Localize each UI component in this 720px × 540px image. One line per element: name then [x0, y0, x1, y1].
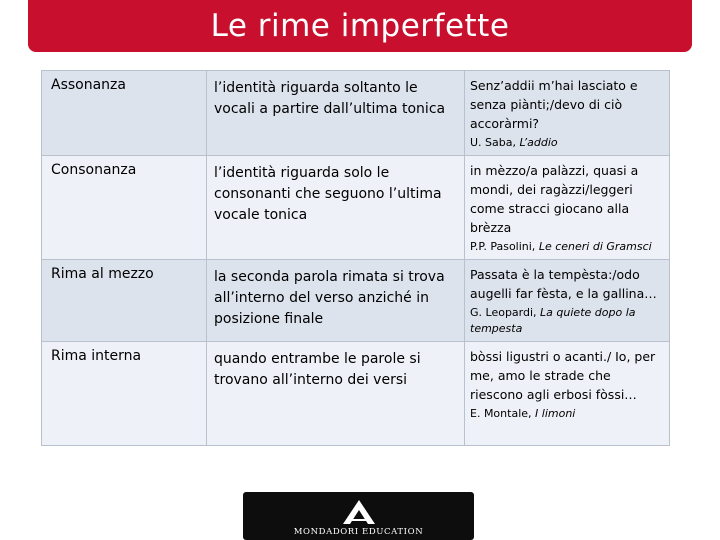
- example-text: in mèzzo/a palàzzi, quasi a mondi, dei ragàzzi/leggeri come stracci giocano alla brèzza: [470, 163, 639, 235]
- source-work: I limoni: [535, 407, 576, 420]
- source-work: Le ceneri di Gramsci: [538, 240, 652, 253]
- definition-text: l’identità riguarda solo le consonanti che seguono l’ultima vocale tonica: [214, 165, 442, 223]
- definition-text: la seconda parola rimata si trova all’interno del verso anziché in posizione finale: [214, 269, 445, 327]
- term-cell: [42, 156, 207, 260]
- definition-text: l’identità riguarda soltanto le vocali a partire dall’ultima tonica: [214, 80, 446, 117]
- definition-text: quando entrambe le parole si trovano all’interno dei versi: [214, 351, 421, 388]
- title-bar: [28, 0, 692, 52]
- term-label: Rima al mezzo: [51, 266, 154, 282]
- source-work: L’addio: [519, 136, 558, 149]
- example-source: [465, 303, 669, 341]
- example-cell: [465, 71, 670, 156]
- definition-cell: [207, 342, 465, 446]
- source-author: G. Leopardi,: [470, 306, 541, 319]
- mondadori-rose-icon: [341, 499, 377, 525]
- table-row: [42, 156, 670, 260]
- term-cell: [42, 71, 207, 156]
- term-cell: [42, 342, 207, 446]
- source-author: P.P. Pasolini,: [470, 240, 539, 253]
- term-label: Rima interna: [51, 348, 142, 364]
- example-cell: [465, 156, 670, 260]
- term-label: Assonanza: [51, 77, 126, 93]
- term-label: Consonanza: [51, 162, 137, 178]
- source-author: U. Saba,: [470, 136, 520, 149]
- example-text: bòssi ligustri o acanti./ Io, per me, amo le strade che riescono agli erbosi fòssi…: [470, 349, 656, 402]
- table-row: [42, 260, 670, 342]
- example-source: [465, 133, 669, 155]
- definition-cell: [207, 260, 465, 342]
- example-source: [465, 404, 669, 426]
- example-text: Passata è la tempèsta:/odo augelli far fèsta, e la gallina…: [470, 267, 657, 301]
- term-cell: [42, 260, 207, 342]
- table-row: [42, 342, 670, 446]
- mondadori-logo: [243, 492, 474, 540]
- definition-cell: [207, 156, 465, 260]
- definition-cell: [207, 71, 465, 156]
- example-cell: [465, 260, 670, 342]
- source-work: La quiete dopo la tempesta: [470, 306, 636, 335]
- table-row: [42, 71, 670, 156]
- example-source: [465, 237, 669, 259]
- rime-table: [41, 70, 670, 446]
- slide-title: Le rime imperfette: [210, 8, 510, 44]
- example-text: Senz’addii m’hai lasciato e senza piànti;/devo di ciò accoràrmi?: [470, 78, 638, 131]
- logo-text: MONDADORI EDUCATION: [293, 527, 424, 537]
- example-cell: [465, 342, 670, 446]
- source-author: E. Montale,: [470, 407, 536, 420]
